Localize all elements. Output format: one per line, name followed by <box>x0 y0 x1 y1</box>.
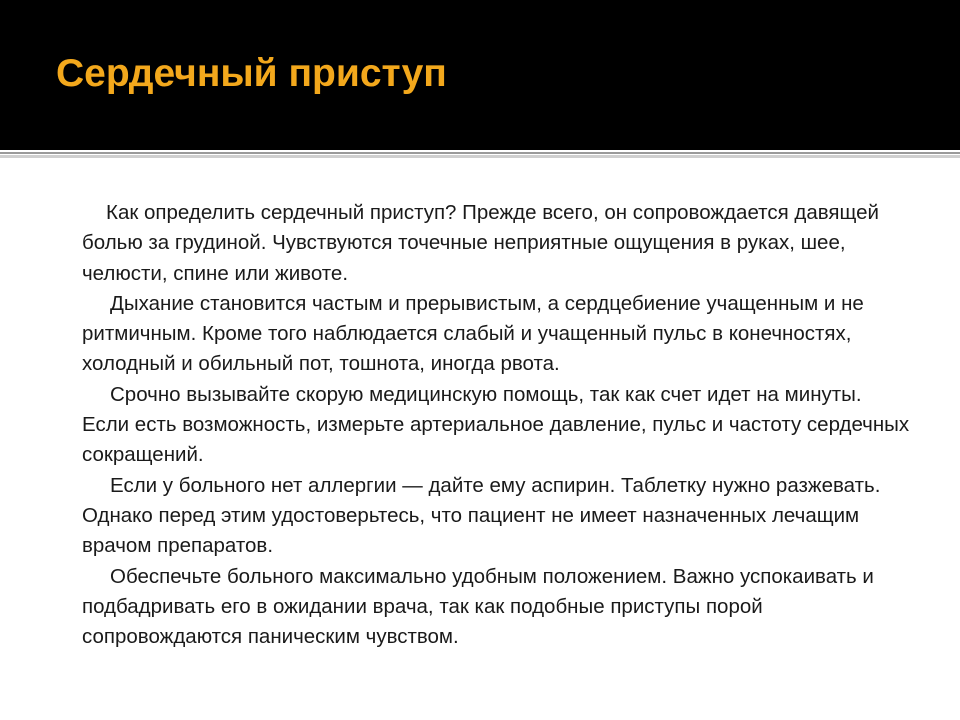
paragraph-1: Как определить сердечный приступ? Прежде всего, он сопровождается давящей болью за грудиной. Чувствуются точечные неприятные ощущения в руках, шее, челюсти, спине или животе. <box>82 201 879 285</box>
title-divider <box>0 152 960 154</box>
paragraph-5: Обеспечьте больного максимально удобным положением. Важно успокаивать и подбадривать его в ожидании врача, так как подобные приступы порой сопровождаются паническим чувством. <box>82 564 874 649</box>
slide-title: Сердечный приступ <box>56 52 447 95</box>
title-divider-shadow <box>0 155 960 158</box>
paragraph-2: Дыхание становится частым и прерывистым, а сердцебиение учащенным и не ритмичным. Кроме того наблюдается слабый и учащенный пульс в конечностях, холодный и обильный пот, тошнота, иногда рвота. <box>82 291 864 376</box>
paragraph-3: Срочно вызывайте скорую медицинскую помощь, так как счет идет на минуты. Если есть возможность, измерьте артериальное давление, пульс и частоту сердечных сокращений. <box>82 382 910 467</box>
slide-body <box>82 198 912 652</box>
title-bar <box>0 0 960 150</box>
paragraph-4: Если у больного нет аллергии — дайте ему аспирин. Таблетку нужно разжевать. Однако перед этим удостоверьтесь, что пациент не имеет назначенных лечащим врачом препаратов. <box>82 473 881 558</box>
